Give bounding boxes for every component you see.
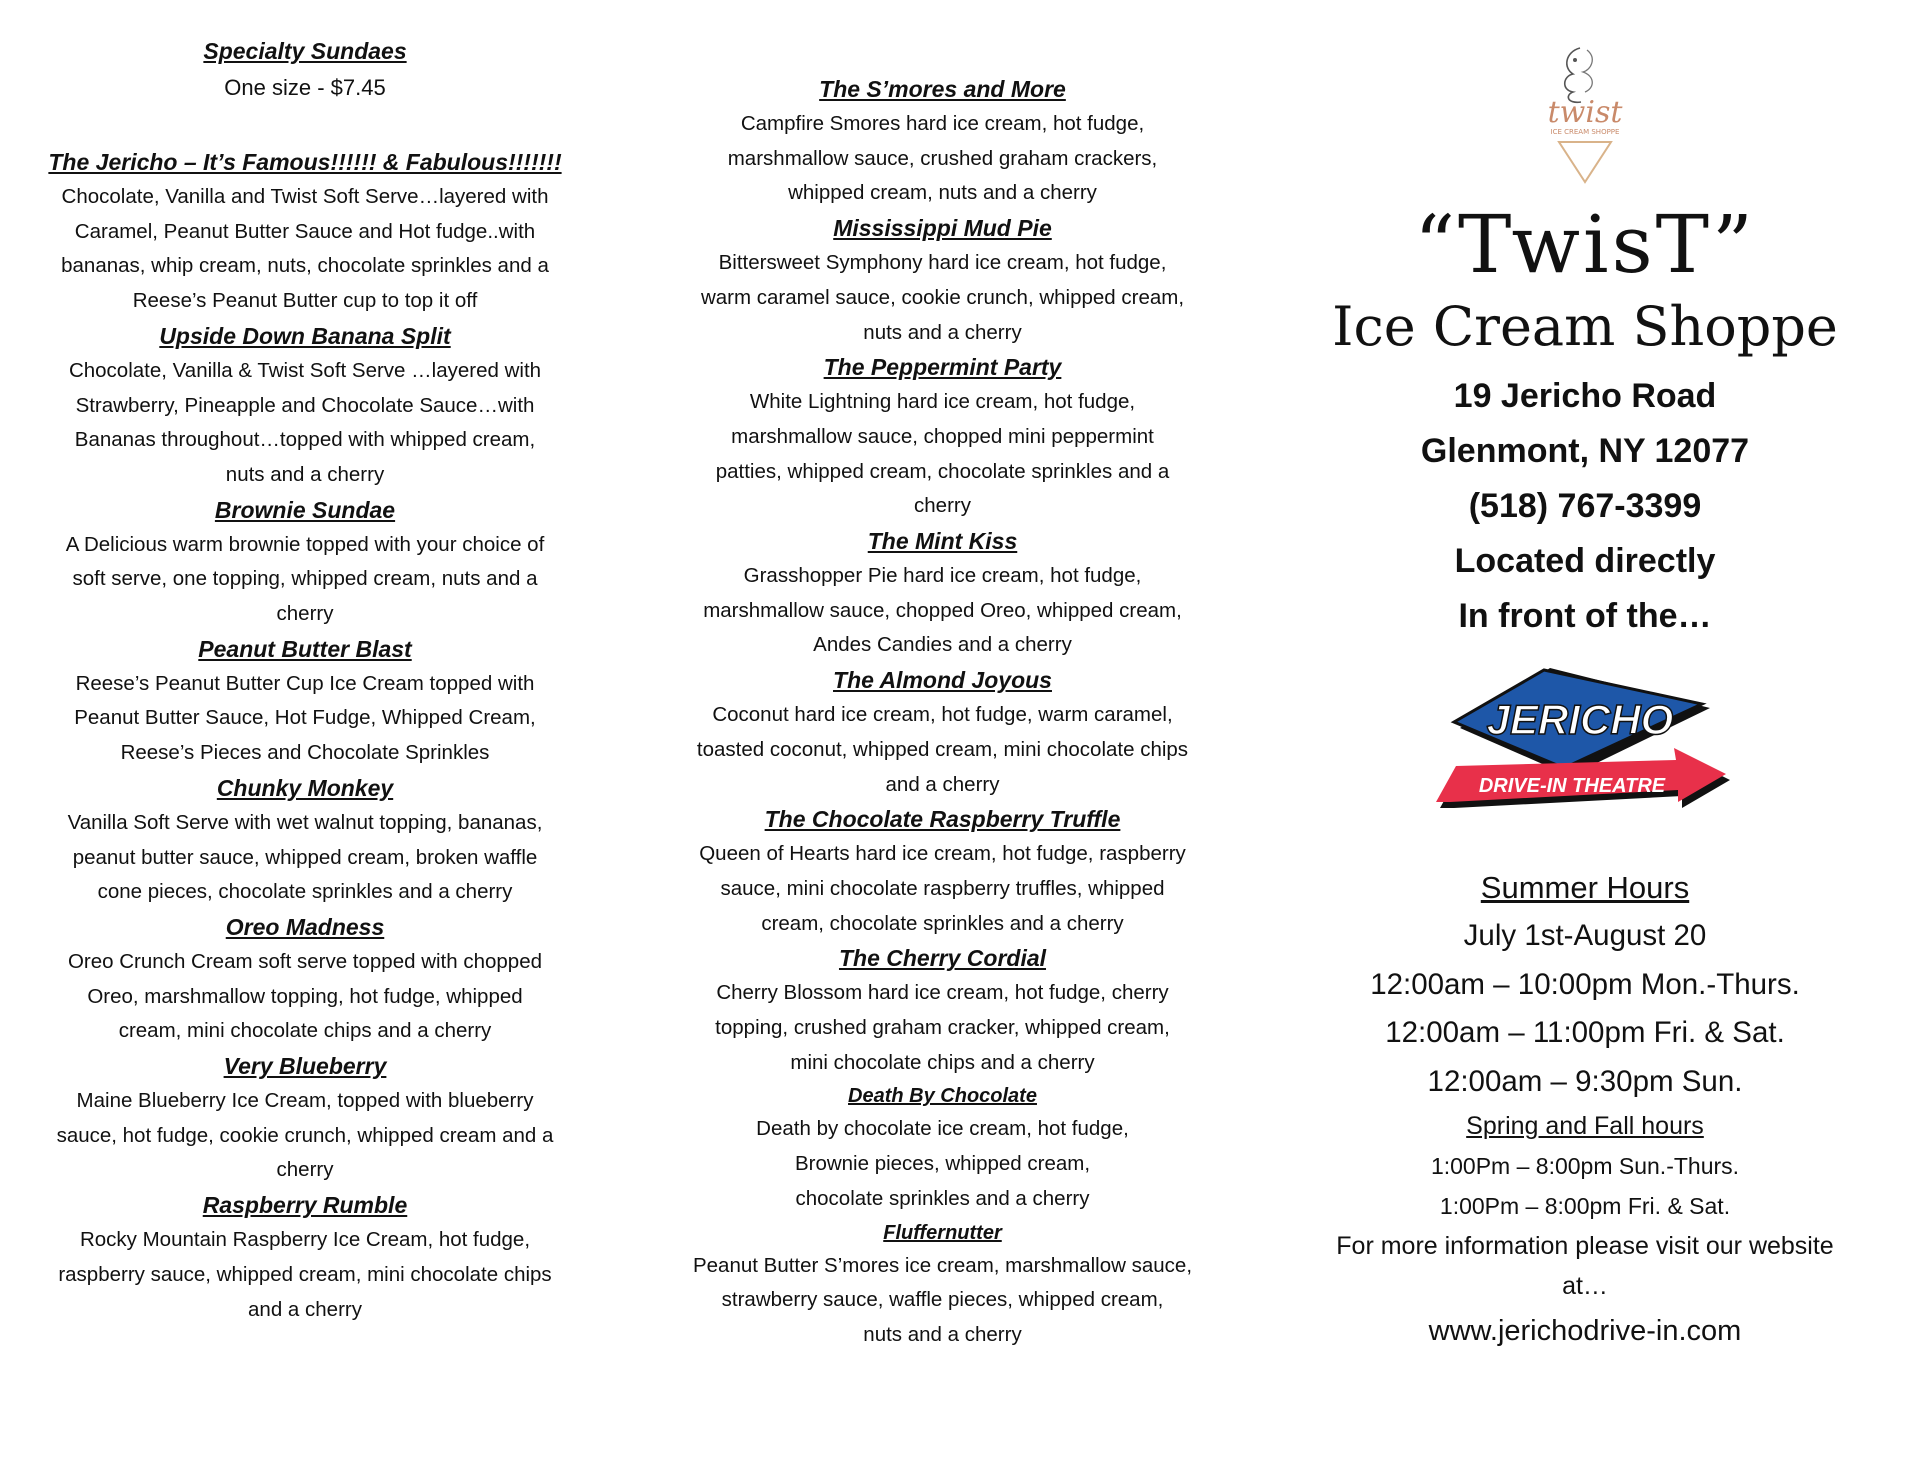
menu-item-name: Brownie Sundae (214, 496, 396, 523)
menu-item-description: Reese’s Peanut Butter cup to top it off (132, 289, 478, 313)
summer-hours-heading: Summer Hours (1480, 870, 1690, 905)
spring-fall-hours-heading: Spring and Fall hours (1466, 1112, 1704, 1140)
menu-item-description: Oreo Crunch Cream soft serve topped with chopped (67, 949, 543, 973)
menu-item-description: cream, chocolate sprinkles and a cherry (761, 911, 1124, 935)
menu-item-name: The S’mores and More (819, 76, 1066, 102)
hours-line: 12:00am – 11:00pm Fri. & Sat. (1385, 1016, 1785, 1049)
menu-item-description: cone pieces, chocolate sprinkles and a cherry (97, 880, 513, 904)
section-heading: Specialty Sundaes (203, 38, 407, 64)
menu-item-description: patties, whipped cream, chocolate sprinkles and a (715, 459, 1170, 483)
menu-item-description: nuts and a cherry (225, 462, 385, 486)
ice-cream-cone-icon (1525, 40, 1645, 185)
price-line: One size - $7.45 (224, 75, 386, 100)
menu-item-description: cherry (914, 494, 971, 518)
menu-item-description: chocolate sprinkles and a cherry (795, 1186, 1090, 1210)
menu-item (660, 72, 1225, 211)
menu-item (20, 771, 590, 910)
menu-item-name: The Almond Joyous (833, 667, 1052, 694)
menu-item-description: Grasshopper Pie hard ice cream, hot fudge, (743, 564, 1142, 588)
phone-number: (518) 767-3399 (1468, 487, 1702, 525)
hours-line: July 1st-August 20 (1463, 919, 1707, 952)
menu-item (20, 632, 590, 771)
middle-menu-items (660, 72, 1225, 1353)
menu-item-description: Rocky Mountain Raspberry Ice Cream, hot fudge, (79, 1228, 531, 1252)
menu-item-description: sauce, hot fudge, cookie crunch, whipped cream and a (56, 1123, 554, 1147)
menu-item-description: Brownie pieces, whipped cream, (794, 1152, 1091, 1176)
menu-item-description: Cherry Blossom hard ice cream, hot fudge, cherry (716, 981, 1169, 1005)
menu-item-description: bananas, whip cream, nuts, chocolate sprinkles and a (61, 254, 549, 278)
menu-item-description: Bananas throughout…topped with whipped cream, (74, 428, 536, 452)
menu-item-description: Oreo, marshmallow topping, hot fudge, whipped (87, 984, 523, 1008)
theatre-name: JERICHO (1486, 696, 1674, 743)
menu-item-name: Mississippi Mud Pie (833, 215, 1052, 242)
info-line: at… (1562, 1272, 1608, 1300)
menu-item-description: Reese’s Pieces and Chocolate Sprinkles (120, 741, 490, 765)
menu-item-description: Andes Candies and a cherry (813, 633, 1072, 657)
menu-item (660, 211, 1225, 350)
menu-item-description: whipped cream, nuts and a cherry (788, 181, 1097, 205)
menu-item-description: Death by chocolate ice cream, hot fudge, (756, 1117, 1129, 1141)
menu-item-name: Very Blueberry (223, 1053, 387, 1080)
address-line: 19 Jericho Road (1453, 377, 1717, 415)
twist-logo (1285, 40, 1885, 185)
menu-item-description: Strawberry, Pineapple and Chocolate Sauce…with (75, 393, 535, 417)
location-line: Located directly (1454, 542, 1716, 580)
menu-item (660, 1080, 1225, 1216)
shop-info-panel (1285, 40, 1885, 1356)
menu-item-name: Upside Down Banana Split (159, 322, 451, 349)
menu-item (20, 1049, 590, 1188)
brand-subtitle: Ice Cream Shoppe (1332, 295, 1838, 358)
menu-item-description: Queen of Hearts hard ice cream, hot fudge, raspberry (699, 842, 1186, 866)
menu-item-name: The Mint Kiss (867, 528, 1018, 555)
menu-item-description: nuts and a cherry (863, 320, 1022, 344)
address-line: Glenmont, NY 12077 (1420, 432, 1750, 470)
menu-item-description: Vanilla Soft Serve with wet walnut topping, bananas, (67, 810, 543, 834)
brand-title: “TwisT” (1414, 198, 1756, 291)
menu-item (660, 350, 1225, 524)
menu-item-description: mini chocolate chips and a cherry (790, 1050, 1095, 1074)
menu-item-name: Death By Chocolate (848, 1085, 1037, 1108)
menu-item-description: cream, mini chocolate chips and a cherry (118, 1019, 492, 1043)
menu-item (20, 910, 590, 1049)
menu-item-description: and a cherry (885, 772, 1000, 796)
menu-item-name: The Jericho – It’s Famous!!!!!! & Fabulous!!!!!!! (48, 149, 562, 175)
website-link[interactable]: www.jerichodrive-in.com (1428, 1315, 1742, 1347)
middle-menu-column (660, 72, 1225, 1353)
menu-item-description: marshmallow sauce, chopped Oreo, whipped cream, (703, 598, 1182, 622)
menu-item-description: cherry (276, 1158, 334, 1182)
menu-item (20, 319, 590, 493)
menu-item-description: Bittersweet Symphony hard ice cream, hot fudge, (718, 251, 1167, 275)
menu-item-description: Campfire Smores hard ice cream, hot fudge, (740, 112, 1145, 135)
menu-item-description: Coconut hard ice cream, hot fudge, warm caramel, (712, 703, 1173, 727)
menu-item-description: marshmallow sauce, chopped mini peppermint (731, 424, 1154, 448)
menu-item-name: Chunky Monkey (216, 774, 394, 801)
menu-item-description: sauce, mini chocolate raspberry truffles, whipped (720, 876, 1165, 900)
logo-tagline: ICE CREAM SHOPPE (1550, 128, 1620, 136)
menu-item (660, 802, 1225, 941)
hours-line: 12:00am – 9:30pm Sun. (1427, 1064, 1743, 1098)
menu-item (20, 1188, 590, 1327)
spacer (20, 107, 590, 145)
menu-item-description: White Lightning hard ice cream, hot fudge, (749, 390, 1136, 414)
menu-item-name: The Cherry Cordial (838, 945, 1047, 972)
menu-item (660, 663, 1225, 802)
theatre-subtitle: DRIVE-IN THEATRE (1478, 775, 1666, 797)
address-block (1285, 369, 1885, 644)
menu-item-description: Peanut Butter S’mores ice cream, marshmallow sauce, (692, 1253, 1193, 1277)
menu-item-name: The Peppermint Party (823, 354, 1062, 381)
menu-item-description: nuts and a cherry (863, 1322, 1022, 1346)
hours-line: 1:00Pm – 8:00pm Fri. & Sat. (1439, 1193, 1731, 1219)
menu-item (20, 493, 590, 632)
menu-item-description: strawberry sauce, waffle pieces, whipped cream, (721, 1288, 1164, 1312)
menu-item-name: The Chocolate Raspberry Truffle (764, 806, 1121, 833)
hours-line: 12:00am – 10:00pm Mon.-Thurs. (1370, 967, 1800, 1001)
menu-item-name: Raspberry Rumble (202, 1192, 408, 1219)
menu-item (660, 941, 1225, 1080)
menu-item-description: Maine Blueberry Ice Cream, topped with blueberry (76, 1089, 534, 1113)
menu-item-description: marshmallow sauce, crushed graham crackers, (727, 146, 1158, 170)
menu-item-description: A Delicious warm brownie topped with your choice of (65, 532, 545, 556)
menu-item-description: cherry (276, 602, 334, 626)
menu-item-description: raspberry sauce, whipped cream, mini chocolate chips (58, 1262, 552, 1286)
menu-item-description: Chocolate, Vanilla & Twist Soft Serve …layered with (68, 358, 542, 382)
menu-item (660, 1217, 1225, 1353)
menu-item-name: Fluffernutter (883, 1221, 1002, 1244)
menu-item-description: peanut butter sauce, whipped cream, broken waffle (72, 845, 538, 869)
menu-item-description: warm caramel sauce, cookie crunch, whipped cream, (700, 285, 1185, 309)
menu-item-description: topping, crushed graham cracker, whipped cream, (715, 1016, 1170, 1040)
menu-item (20, 145, 590, 319)
menu-item-name: Peanut Butter Blast (198, 635, 412, 662)
menu-item-name: Oreo Madness (225, 913, 385, 940)
left-menu-items (20, 145, 590, 1327)
menu-item (660, 524, 1225, 663)
info-line: For more information please visit our website (1336, 1232, 1834, 1260)
left-menu-column (20, 34, 590, 1327)
menu-item-description: toasted coconut, whipped cream, mini chocolate chips (696, 737, 1189, 761)
jericho-drive-in-logo (1285, 668, 1885, 818)
hours-line: 1:00Pm – 8:00pm Sun.-Thurs. (1430, 1153, 1740, 1179)
location-line: In front of the… (1458, 597, 1712, 635)
logo-word: twist (1547, 95, 1623, 130)
menu-item-description: Caramel, Peanut Butter Sauce and Hot fudge..with (74, 219, 536, 243)
menu-item-description: and a cherry (248, 1297, 362, 1321)
menu-item-description: soft serve, one topping, whipped cream, nuts and a (72, 567, 538, 591)
menu-item-description: Peanut Butter Sauce, Hot Fudge, Whipped Cream, (74, 706, 536, 730)
menu-item-description: Reese’s Peanut Butter Cup Ice Cream topped with (75, 671, 535, 695)
menu-item-description: Chocolate, Vanilla and Twist Soft Serve…layered with (61, 185, 549, 208)
